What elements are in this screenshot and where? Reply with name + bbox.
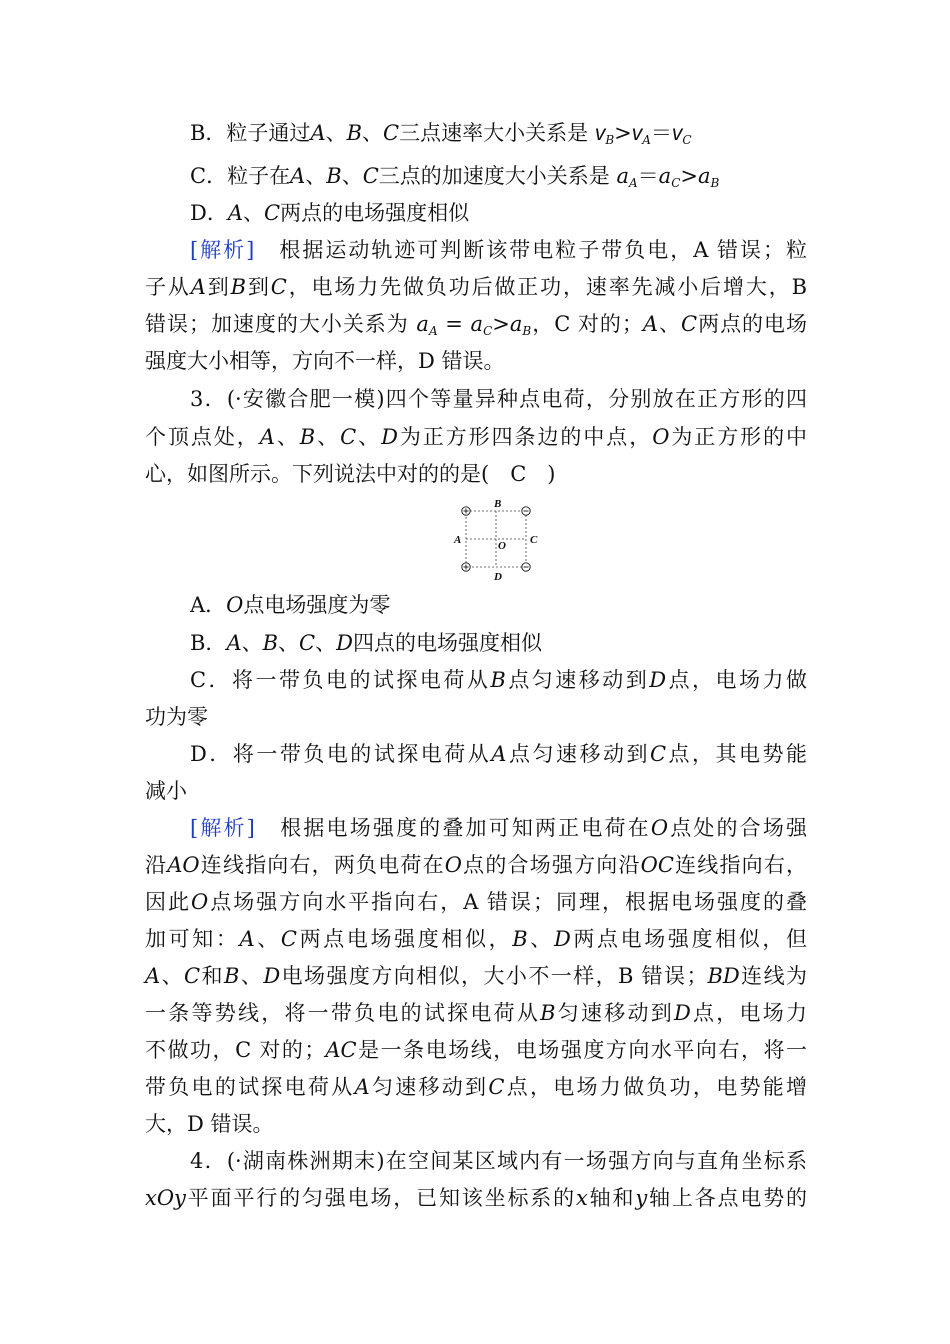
positive-charge-bottom-left (462, 563, 470, 571)
q3-stem-line-1: 3．(·安徽合肥一模)四个等量异种点电荷，分别放在正方形的四 (190, 387, 807, 411)
q3-option-d-line-2: 减小 (145, 779, 187, 803)
q2-option-d: D．A、C两点的电场强度相似 (190, 201, 470, 225)
analysis-tag: [解析] (190, 816, 255, 840)
q3-analysis-line-8: 带负电的试探电荷从A匀速移动到C点，电场力做负功，电势能增 (145, 1075, 808, 1099)
negative-charge-bottom-right (522, 563, 530, 571)
q3-stem-line-2: 个顶点处，A、B、C、D为正方形四条边的中点，O为正方形的中 (145, 425, 808, 449)
q3-option-c-line-2: 功为零 (145, 705, 208, 729)
q3-analysis-line-9: 大，D 错误。 (145, 1112, 274, 1136)
q3-analysis-line-2: 沿AO连线指向右，两负电荷在O点的合场强方向沿OC连线指向右， (145, 853, 808, 877)
charge-square-figure (452, 497, 542, 583)
analysis-tag: [解析] (190, 238, 255, 262)
q2-analysis-line-3: 错误；加速度的大小关系为 $a_A = a_C>a_B$，C 对的；A、C两点的电场 (145, 312, 808, 338)
q3-option-b: B．A、B、C、D四点的电场强度相似 (190, 631, 542, 655)
q3-analysis-line-3: 因此O点场强方向水平指向右，A 错误；同理，根据电场强度的叠 (145, 890, 807, 914)
negative-charge-top-right (522, 507, 530, 515)
q2-analysis-line-1: [解析] 根据运动轨迹可判断该带电粒子带负电，A 错误；粒 (190, 238, 808, 262)
label-a: A (454, 534, 462, 546)
q3-option-c-line-1: C．将一带负电的试探电荷从B点匀速移动到D点，电场力做 (190, 668, 807, 692)
q3-analysis-line-7: 不做功，C 对的；AC是一条电场线，电场强度方向水平向右，将一 (145, 1038, 808, 1062)
q3-option-a: A．O点电场强度为零 (190, 593, 391, 617)
q3-answer: C (510, 462, 527, 486)
q3-analysis-line-5: A、C和B、D电场强度方向相似，大小不一样，B 错误；BD连线为 (145, 964, 808, 988)
label-c: C (530, 534, 538, 546)
label-d: D (494, 571, 502, 583)
q3-option-d-line-1: D．将一带负电的试探电荷从A点匀速移动到C点，其电势能 (190, 742, 808, 766)
q3-analysis-line-4: 加可知：A、C两点电场强度相似，B、D两点电场强度相似，但 (145, 927, 808, 951)
q4-stem-line-1: 4．(·湖南株洲期末)在空间某区域内有一场强方向与直角坐标系 (190, 1149, 807, 1173)
positive-charge-top-left (462, 507, 470, 515)
q4-stem-line-2: xOy平面平行的匀强电场，已知该坐标系的x轴和y轴上各点电势的 (145, 1186, 808, 1210)
q2-option-c: C．粒子在A、B、C三点的加速度大小关系是 $a_A=a_C>a_B$ (190, 164, 720, 190)
q3-analysis-line-1: [解析] 根据电场强度的叠加可知两正电荷在O点处的合场强 (190, 816, 808, 840)
q3-analysis-line-6: 一条等势线，将一带负电的试探电荷从B匀速移动到D点，电场力 (145, 1001, 808, 1025)
label-b: B (494, 498, 502, 510)
q2-analysis-line-2: 子从A到B到C，电场力先做负功后做正功，速率先减小后增大，B (145, 275, 808, 299)
q3-stem-line-3: 心，如图所示。下列说法中对的的是( C ) (145, 462, 556, 486)
q2-analysis-line-4: 强度大小相等，方向不一样，D 错误。 (145, 349, 505, 373)
label-o: O (498, 540, 506, 552)
q2-option-b: B．粒子通过A、B、C三点速率大小关系是 $v_B>v_A=v_C$ (190, 121, 692, 147)
